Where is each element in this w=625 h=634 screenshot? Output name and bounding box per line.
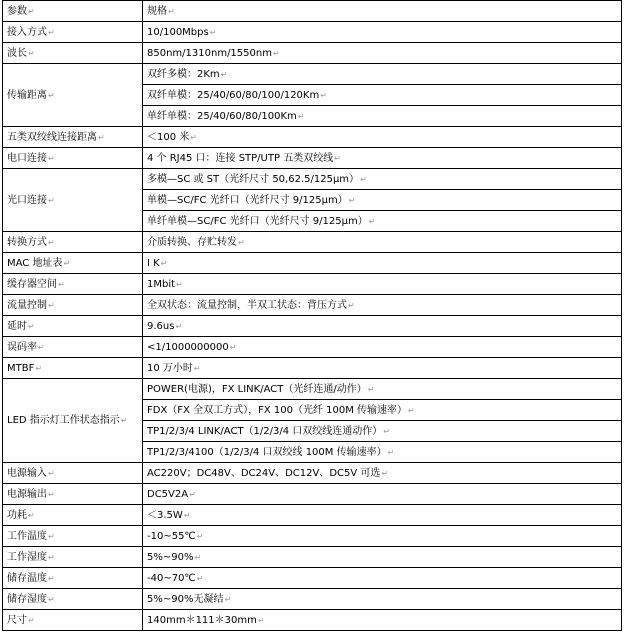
row-value-cell (143, 442, 622, 463)
table-row (3, 316, 622, 337)
row-key-label: 缓存器空间 (7, 278, 57, 290)
row-value-cell (143, 85, 622, 106)
table-row (3, 610, 622, 631)
row-value-text: 4 个 RJ45 口：连接 STP/UTP 五类双绞线 (147, 152, 334, 164)
row-key-cell (3, 568, 143, 589)
row-value-text: 1Mbit (147, 278, 176, 290)
row-key-label: 误码率 (7, 341, 37, 353)
table-row (3, 379, 622, 400)
paragraph-mark-icon: ↵ (189, 489, 196, 499)
row-key-cell (3, 22, 143, 43)
paragraph-mark-icon: ↵ (334, 153, 341, 163)
row-value-text: 10 万小时 (147, 362, 193, 374)
row-value-cell (143, 211, 622, 232)
row-value-cell (143, 64, 622, 85)
row-value-cell (143, 295, 622, 316)
row-value-cell (143, 358, 622, 379)
row-value-cell (143, 589, 622, 610)
row-key-cell (3, 358, 143, 379)
row-value-cell (143, 253, 622, 274)
paragraph-mark-icon: ↵ (98, 132, 105, 142)
row-key-label: 波长 (7, 47, 27, 59)
row-value-cell (143, 400, 622, 421)
row-value-text: TP1/2/3/4 LINK/ACT（1/2/3/4 口双绞线连通动作） (147, 425, 383, 437)
row-value-cell (143, 232, 622, 253)
row-value-text: 单模—SC/FC 光纤口（光纤尺寸 9/125μm） (147, 194, 348, 206)
paragraph-mark-icon: ↵ (28, 510, 35, 520)
row-value-cell (143, 43, 622, 64)
row-value-cell (143, 568, 622, 589)
row-key-cell (3, 127, 143, 148)
table-row (3, 43, 622, 64)
paragraph-mark-icon: ↵ (348, 300, 355, 310)
row-key-label: 储存温度 (7, 572, 47, 584)
row-key-label: 延时 (7, 320, 27, 332)
paragraph-mark-icon: ↵ (387, 447, 395, 457)
row-value-text: 多模—SC 或 ST（光纤尺寸 50,62.5/125μm） (147, 173, 360, 185)
row-key-cell (3, 43, 143, 64)
paragraph-mark-icon: ↵ (194, 552, 202, 562)
table-row (3, 463, 622, 484)
paragraph-mark-icon: ↵ (28, 615, 35, 625)
row-value-text: 5%~90% (147, 551, 194, 563)
table-row (3, 295, 622, 316)
row-key-label: LED 指示灯工作状态指示 (7, 415, 120, 426)
row-value-text: 全双状态：流量控制，半双工状态：背压方式 (147, 299, 347, 311)
row-value-text: POWER(电源)，FX LINK/ACT（光纤连通/动作） (147, 383, 367, 395)
paragraph-mark-icon: ↵ (220, 69, 228, 79)
paragraph-mark-icon: ↵ (58, 279, 65, 289)
paragraph-mark-icon: ↵ (48, 195, 55, 205)
row-value-cell (143, 610, 622, 631)
paragraph-mark-icon: ↵ (224, 594, 232, 604)
row-value-text: 双纤多模：2Km (147, 68, 220, 80)
row-key-cell (3, 379, 143, 463)
row-value-text: FDX（FX 全双工方式），FX 100（光纤 100M 传输速率） (147, 404, 408, 416)
table-row (3, 127, 622, 148)
paragraph-mark-icon: ↵ (196, 531, 204, 541)
row-key-label: 转换方式 (7, 236, 47, 248)
header-key-cell (3, 1, 143, 22)
paragraph-mark-icon: ↵ (160, 258, 168, 268)
row-key-label: 流量控制 (7, 299, 47, 311)
row-value-text: ＜100 米 (147, 131, 190, 143)
table-row (3, 148, 622, 169)
paragraph-mark-icon: ↵ (408, 405, 415, 415)
row-key-label: MAC 地址表 (7, 257, 63, 269)
row-value-text: <1/1000000000 (147, 341, 229, 353)
paragraph-mark-icon: ↵ (48, 90, 55, 100)
paragraph-mark-icon: ↵ (383, 426, 390, 436)
row-value-text: 140mm＊111＊30mm (147, 614, 257, 626)
row-key-cell (3, 274, 143, 295)
paragraph-mark-icon: ↵ (175, 321, 183, 331)
row-key-label: 传输距离 (7, 89, 47, 101)
row-key-label: 储存湿度 (7, 593, 47, 605)
paragraph-mark-icon: ↵ (35, 363, 43, 373)
paragraph-mark-icon: ↵ (48, 573, 55, 583)
paragraph-mark-icon: ↵ (360, 174, 367, 184)
table-header-row (3, 1, 622, 22)
row-value-text: 5%~90%无凝结 (147, 593, 224, 605)
row-value-cell (143, 505, 622, 526)
paragraph-mark-icon: ↵ (48, 594, 55, 604)
spec-table-body (3, 1, 622, 631)
row-value-text: 9.6us (147, 320, 175, 332)
row-value-cell (143, 421, 622, 442)
row-value-cell (143, 463, 622, 484)
table-row (3, 64, 622, 85)
row-value-text: -40~70℃ (147, 572, 196, 584)
table-row (3, 589, 622, 610)
row-key-label: 电源输出 (7, 488, 47, 500)
table-row (3, 22, 622, 43)
row-value-text: 单纤单模—SC/FC 光纤口（光纤尺寸 9/125μm） (147, 215, 368, 227)
paragraph-mark-icon: ↵ (368, 216, 376, 226)
table-row (3, 169, 622, 190)
row-key-cell (3, 589, 143, 610)
header-value-cell (143, 1, 622, 22)
row-key-cell (3, 316, 143, 337)
paragraph-mark-icon: ↵ (190, 132, 197, 142)
paragraph-mark-icon: ↵ (63, 258, 71, 268)
table-row (3, 253, 622, 274)
paragraph-mark-icon: ↵ (193, 363, 201, 373)
row-value-cell (143, 22, 622, 43)
row-value-text: ＜3.5W (147, 509, 183, 521)
row-value-cell (143, 169, 622, 190)
row-key-label: 工作温度 (7, 530, 47, 542)
row-value-cell (143, 106, 622, 127)
row-value-cell (143, 148, 622, 169)
row-key-label: 电口连接 (7, 152, 47, 164)
paragraph-mark-icon: ↵ (48, 552, 55, 562)
row-key-cell (3, 526, 143, 547)
paragraph-mark-icon: ↵ (28, 48, 35, 58)
row-value-cell (143, 316, 622, 337)
paragraph-mark-icon: ↵ (209, 27, 217, 37)
row-value-text: -10~55℃ (147, 530, 196, 542)
row-value-cell (143, 484, 622, 505)
table-row (3, 547, 622, 568)
row-value-text: DC5V2A (147, 488, 189, 500)
paragraph-mark-icon: ↵ (48, 27, 55, 37)
paragraph-mark-icon: ↵ (38, 342, 45, 352)
table-row (3, 358, 622, 379)
paragraph-mark-icon: ↵ (183, 510, 191, 520)
paragraph-mark-icon: ↵ (381, 468, 389, 478)
paragraph-mark-icon: ↵ (257, 615, 265, 625)
paragraph-mark-icon: ↵ (229, 342, 237, 352)
table-row (3, 568, 622, 589)
row-value-text: 850nm/1310nm/1550nm (147, 47, 272, 59)
paragraph-mark-icon: ↵ (196, 573, 204, 583)
row-key-label: 电源输入 (7, 467, 47, 479)
paragraph-mark-icon: ↵ (120, 416, 128, 425)
row-value-cell (143, 526, 622, 547)
row-value-text: TP1/2/3/4100（1/2/3/4 口双绞线 100M 传输速率） (147, 446, 387, 458)
row-key-label: 工作湿度 (7, 551, 47, 563)
row-value-text: 10/100Mbps (147, 26, 209, 38)
row-key-cell (3, 64, 143, 127)
row-value-cell (143, 337, 622, 358)
row-value-cell (143, 127, 622, 148)
paragraph-mark-icon: ↵ (48, 237, 55, 247)
paragraph-mark-icon: ↵ (238, 237, 245, 247)
row-key-cell (3, 547, 143, 568)
row-key-cell (3, 232, 143, 253)
row-value-cell (143, 379, 622, 400)
row-key-label: MTBF (7, 362, 35, 374)
row-key-cell (3, 169, 143, 232)
row-value-cell (143, 274, 622, 295)
paragraph-mark-icon: ↵ (348, 195, 356, 205)
row-value-cell (143, 547, 622, 568)
row-key-cell (3, 463, 143, 484)
paragraph-mark-icon: ↵ (48, 531, 55, 541)
row-key-cell (3, 148, 143, 169)
table-row (3, 505, 622, 526)
row-value-text: AC220V；DC48V、DC24V、DC12V、DC5V 可选 (147, 467, 381, 479)
paragraph-mark-icon: ↵ (176, 279, 183, 289)
row-value-text: I K (147, 257, 160, 269)
table-row (3, 274, 622, 295)
row-key-label: 接入方式 (7, 26, 47, 38)
row-key-cell (3, 253, 143, 274)
paragraph-mark-icon: ↵ (320, 90, 327, 100)
table-row (3, 337, 622, 358)
row-key-cell (3, 337, 143, 358)
table-row (3, 232, 622, 253)
paragraph-mark-icon: ↵ (367, 384, 375, 394)
paragraph-mark-icon: ↵ (48, 300, 55, 310)
header-value-label: 规格 (147, 5, 167, 17)
row-key-label: 功耗 (7, 509, 27, 521)
row-value-cell (143, 190, 622, 211)
paragraph-mark-icon: ↵ (168, 6, 175, 16)
paragraph-mark-icon: ↵ (272, 48, 280, 58)
row-value-text: 介质转换、存贮转发 (147, 236, 237, 248)
row-key-cell (3, 505, 143, 526)
paragraph-mark-icon: ↵ (28, 6, 35, 16)
paragraph-mark-icon: ↵ (48, 489, 55, 499)
paragraph-mark-icon: ↵ (297, 111, 305, 121)
header-key-label: 参数 (7, 5, 27, 17)
row-key-cell (3, 295, 143, 316)
table-row (3, 484, 622, 505)
paragraph-mark-icon: ↵ (48, 153, 55, 163)
row-key-label: 尺寸 (7, 614, 27, 626)
paragraph-mark-icon: ↵ (28, 321, 35, 331)
table-row (3, 526, 622, 547)
row-key-label: 五类双绞线连接距离 (7, 131, 97, 143)
row-value-text: 单纤单模：25/40/60/80/100Km (147, 110, 297, 122)
row-value-text: 双纤单模：25/40/60/80/100/120Km (147, 89, 320, 101)
paragraph-mark-icon: ↵ (48, 468, 55, 478)
row-key-cell (3, 484, 143, 505)
row-key-cell (3, 610, 143, 631)
spec-table (2, 0, 622, 631)
row-key-label: 光口连接 (7, 194, 47, 206)
